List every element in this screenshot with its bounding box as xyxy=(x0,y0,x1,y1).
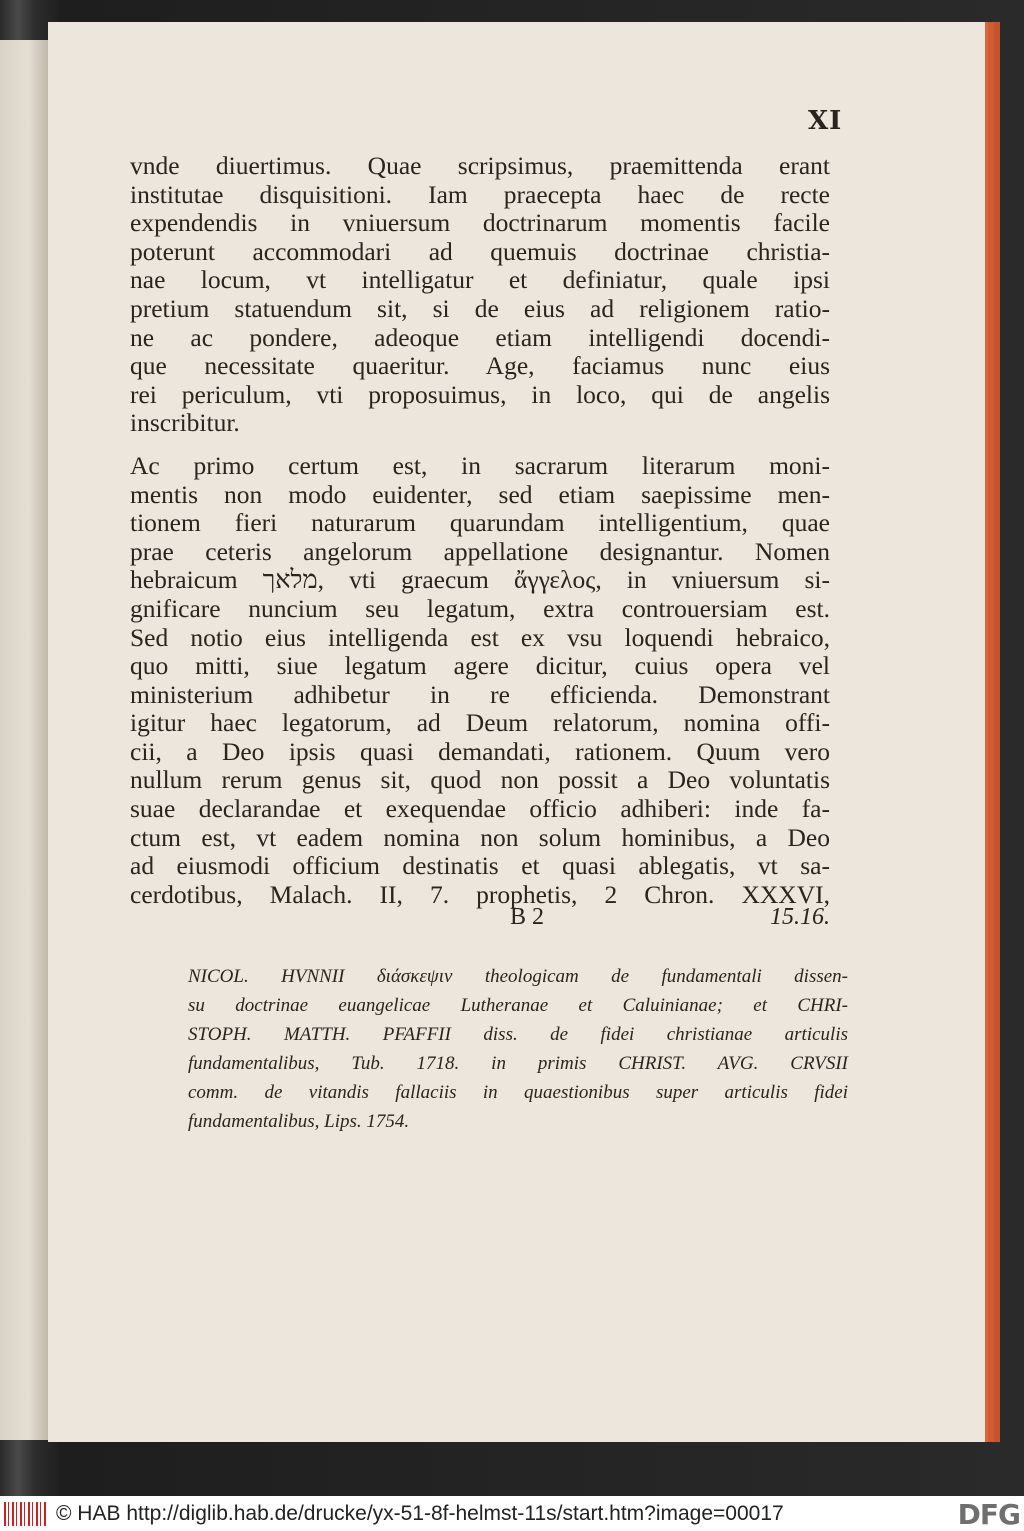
main-text xyxy=(130,152,830,909)
text-line: ministerium adhibetur in re efficienda. Demonstrant xyxy=(130,679,830,709)
dfg-logo: DFG xyxy=(957,1498,1020,1531)
text-line: gnificare nuncium seu legatum, extra controuersiam est. xyxy=(130,593,830,623)
text-line: prae ceteris angelorum appellatione designantur. Nomen xyxy=(130,536,830,566)
footnote-line: fundamentalibus, Lips. 1754. xyxy=(188,1111,410,1132)
text-line: hebraicum מלאך, vti graecum ἄγγελος, in vniuersum si- xyxy=(130,565,830,595)
barcode-icon xyxy=(4,1502,48,1526)
catchword: 15.16. xyxy=(770,904,830,930)
text-line: Sed notio eius intelligenda est ex vsu loquendi hebraico, xyxy=(130,622,830,652)
footnote-line: su doctrinae euangelicae Lutheranae et Caluinianae; et CHRI- xyxy=(188,995,848,1016)
book-page xyxy=(48,22,994,1442)
text-line: cii, a Deo ipsis quasi demandati, rationem. Quum vero xyxy=(130,736,830,766)
footnote-line: fundamentalibus, Tub. 1718. in primis CHRIST. AVG. CRVSII xyxy=(188,1053,848,1074)
text-line: rei periculum, vti proposuimus, in loco, qui de angelis xyxy=(130,379,830,409)
paragraph-gap xyxy=(130,438,830,452)
text-line: suae declarandae et exequendae officio adhiberi: inde fa- xyxy=(130,794,830,824)
text-line: cerdotibus, Malach. II, 7. prophetis, 2 Chron. XXXVI, xyxy=(130,879,830,909)
text-line: vnde diuertimus. Quae scripsimus, praemittenda erant xyxy=(130,151,830,180)
text-line: que necessitate quaeritur. Age, faciamus nunc eius xyxy=(130,351,830,381)
previous-page-edge xyxy=(0,40,50,1440)
folio-number: XI xyxy=(808,106,843,136)
footnote xyxy=(188,962,848,1136)
text-line: expendendis in vniuersum doctrinarum momentis facile xyxy=(130,208,830,238)
footnote-line: comm. de vitandis fallaciis in quaestionibus super articulis fidei xyxy=(188,1082,848,1103)
text-line: Ac primo certum est, in sacrarum literarum moni- xyxy=(130,450,830,480)
text-line: quo mitti, siue legatum agere dicitur, cuius opera vel xyxy=(130,651,830,681)
copyright-link[interactable]: © HAB http://diglib.hab.de/drucke/yx-51-8f-helmst-11s/start.htm?image=00017 xyxy=(56,1501,784,1525)
footnote-line: STOPH. MATTH. PFAFFII diss. de fidei christianae articulis xyxy=(188,1024,848,1045)
text-line: nullum rerum genus sit, quod non possit a Deo voluntatis xyxy=(130,765,830,795)
text-line: pretium statuendum sit, si de eius ad religionem ratio- xyxy=(130,293,830,323)
text-line: ne ac pondere, adeoque etiam intelligendi docendi- xyxy=(130,322,830,352)
text-line: institutae disquisitioni. Iam praecepta haec de recte xyxy=(130,179,830,209)
text-line: inscribitur. xyxy=(130,408,240,438)
text-line: mentis non modo euidenter, sed etiam saepissime men- xyxy=(130,479,830,509)
text-line: ctum est, vt eadem nomina non solum hominibus, a Deo xyxy=(130,822,830,852)
signature-mark: B 2 xyxy=(510,904,545,930)
footnote-line: NICOL. HVNNII διάσκεψιν theologicam de fundamentali dissen- xyxy=(188,966,848,987)
text-line: nae locum, vt intelligatur et definiatur, quale ipsi xyxy=(130,265,830,295)
viewer-footer xyxy=(0,1496,1024,1531)
text-line: poterunt accommodari ad quemuis doctrinae christia- xyxy=(130,236,830,266)
text-line: ad eiusmodi officium destinatis et quasi ablegatis, vt sa- xyxy=(130,851,830,881)
text-line: tionem fieri naturarum quarundam intelligentium, quae xyxy=(130,508,830,538)
text-line: igitur haec legatorum, ad Deum relatorum, nomina offi- xyxy=(130,708,830,738)
